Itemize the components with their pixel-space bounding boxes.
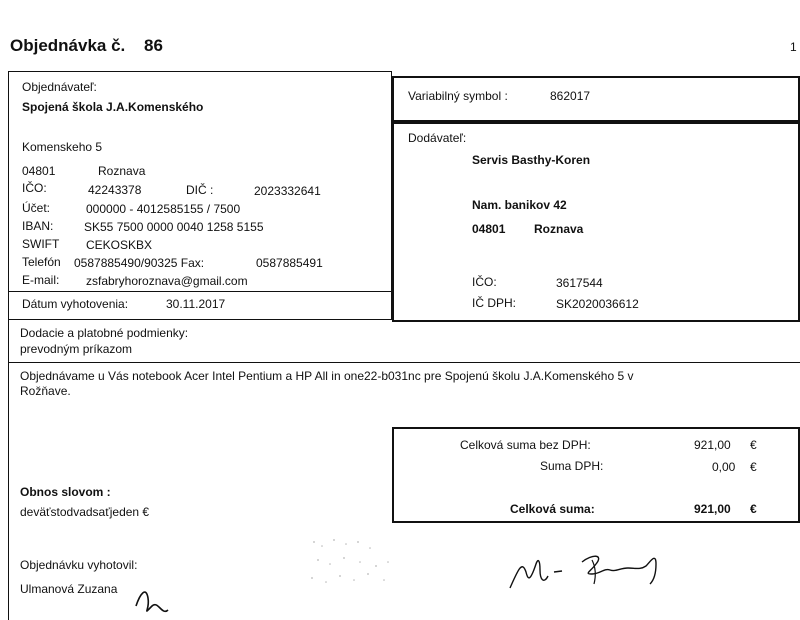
supplier-street: Nam. banikov 42 [472, 198, 567, 212]
orderer-phone-label: Telefón [22, 255, 61, 269]
issuer-label: Objednávku vyhotovil: [20, 558, 138, 572]
supplier-name: Servis Basthy-Koren [472, 153, 591, 167]
supplier-ico-label: IČO: [472, 275, 497, 289]
orderer-account-label: Účet: [22, 201, 51, 215]
orderer-street: Komenskeho 5 [22, 140, 103, 154]
frame-top-border [8, 71, 392, 72]
supplier-icdph-label: IČ DPH: [472, 296, 517, 310]
variable-symbol-label: Variabilný symbol : [408, 89, 508, 103]
orderer-iban-label: IBAN: [22, 219, 54, 233]
handwritten-signature [500, 540, 680, 600]
description-line-2: Rožňave. [20, 384, 71, 398]
net-total-currency: € [750, 438, 757, 452]
date-value: 30.11.2017 [166, 297, 226, 311]
date-row-bottom-border [8, 319, 392, 320]
orderer-ico: 42243378 [88, 183, 142, 197]
variable-symbol-value: 862017 [550, 89, 591, 103]
net-total-label: Celková suma bez DPH: [460, 438, 591, 452]
delivery-bottom-border [8, 362, 800, 363]
vat-label: Suma DPH: [540, 459, 604, 473]
orderer-name: Spojená škola J.A.Komenského [22, 100, 204, 114]
grand-total-currency: € [750, 502, 757, 516]
delivery-label: Dodacie a platobné podmienky: [20, 326, 189, 340]
in-words-value: deväťstodvadsaťjeden € [20, 505, 150, 519]
order-number: 86 [144, 36, 163, 55]
orderer-iban: SK55 7500 0000 0040 1258 5155 [84, 220, 264, 234]
frame-left-border [8, 71, 9, 620]
in-words-label: Obnos slovom : [20, 485, 111, 499]
title-label: Objednávka č. [10, 36, 126, 55]
orderer-email: zsfabryhoroznava@gmail.com [86, 274, 248, 288]
issuer-initials-scribble [128, 576, 178, 620]
issuer-name: Ulmanová Zuzana [20, 582, 118, 596]
net-total-value: 921,00 [694, 438, 731, 452]
vat-value: 0,00 [712, 460, 736, 474]
orderer-email-label: E-mail: [22, 273, 60, 287]
orderer-swift: CEKOSKBX [86, 238, 153, 252]
orderer-city: Roznava [98, 164, 146, 178]
date-row-top-border [8, 291, 392, 292]
supplier-icdph: SK2020036612 [556, 297, 639, 311]
supplier-city: Roznava [534, 222, 584, 236]
supplier-box [392, 120, 800, 322]
orderer-account: 000000 - 4012585155 / 7500 [86, 202, 241, 216]
orderer-fax: 0587885491 [256, 256, 323, 270]
orderer-swift-label: SWIFT [22, 237, 60, 251]
grand-total-label: Celková suma: [510, 502, 595, 516]
orderer-ico-label: IČO: [22, 181, 47, 195]
orderer-dic-label: DIČ : [186, 183, 214, 197]
vat-currency: € [750, 460, 757, 474]
faint-stamp-marks [300, 532, 410, 592]
supplier-label: Dodávateľ: [408, 131, 467, 145]
page-number: 1 [790, 40, 797, 54]
orderer-dic: 2023332641 [254, 184, 321, 198]
orderer-phone: 0587885490/90325 Fax: [74, 256, 205, 270]
supplier-ico: 3617544 [556, 276, 603, 290]
totals-box [392, 427, 800, 523]
grand-total-value: 921,00 [694, 502, 731, 516]
date-label: Dátum vyhotovenia: [22, 297, 129, 311]
orderer-zip: 04801 [22, 164, 56, 178]
supplier-zip: 04801 [472, 222, 506, 236]
orderer-label: Objednávateľ: [22, 80, 97, 94]
description-line-1: Objednávame u Vás notebook Acer Intel Pentium a HP All in one22-b031nc pre Spojenú školu J.A.Komenského 5 v [20, 369, 634, 383]
delivery-value: prevodným príkazom [20, 342, 133, 356]
document-title [10, 36, 163, 56]
